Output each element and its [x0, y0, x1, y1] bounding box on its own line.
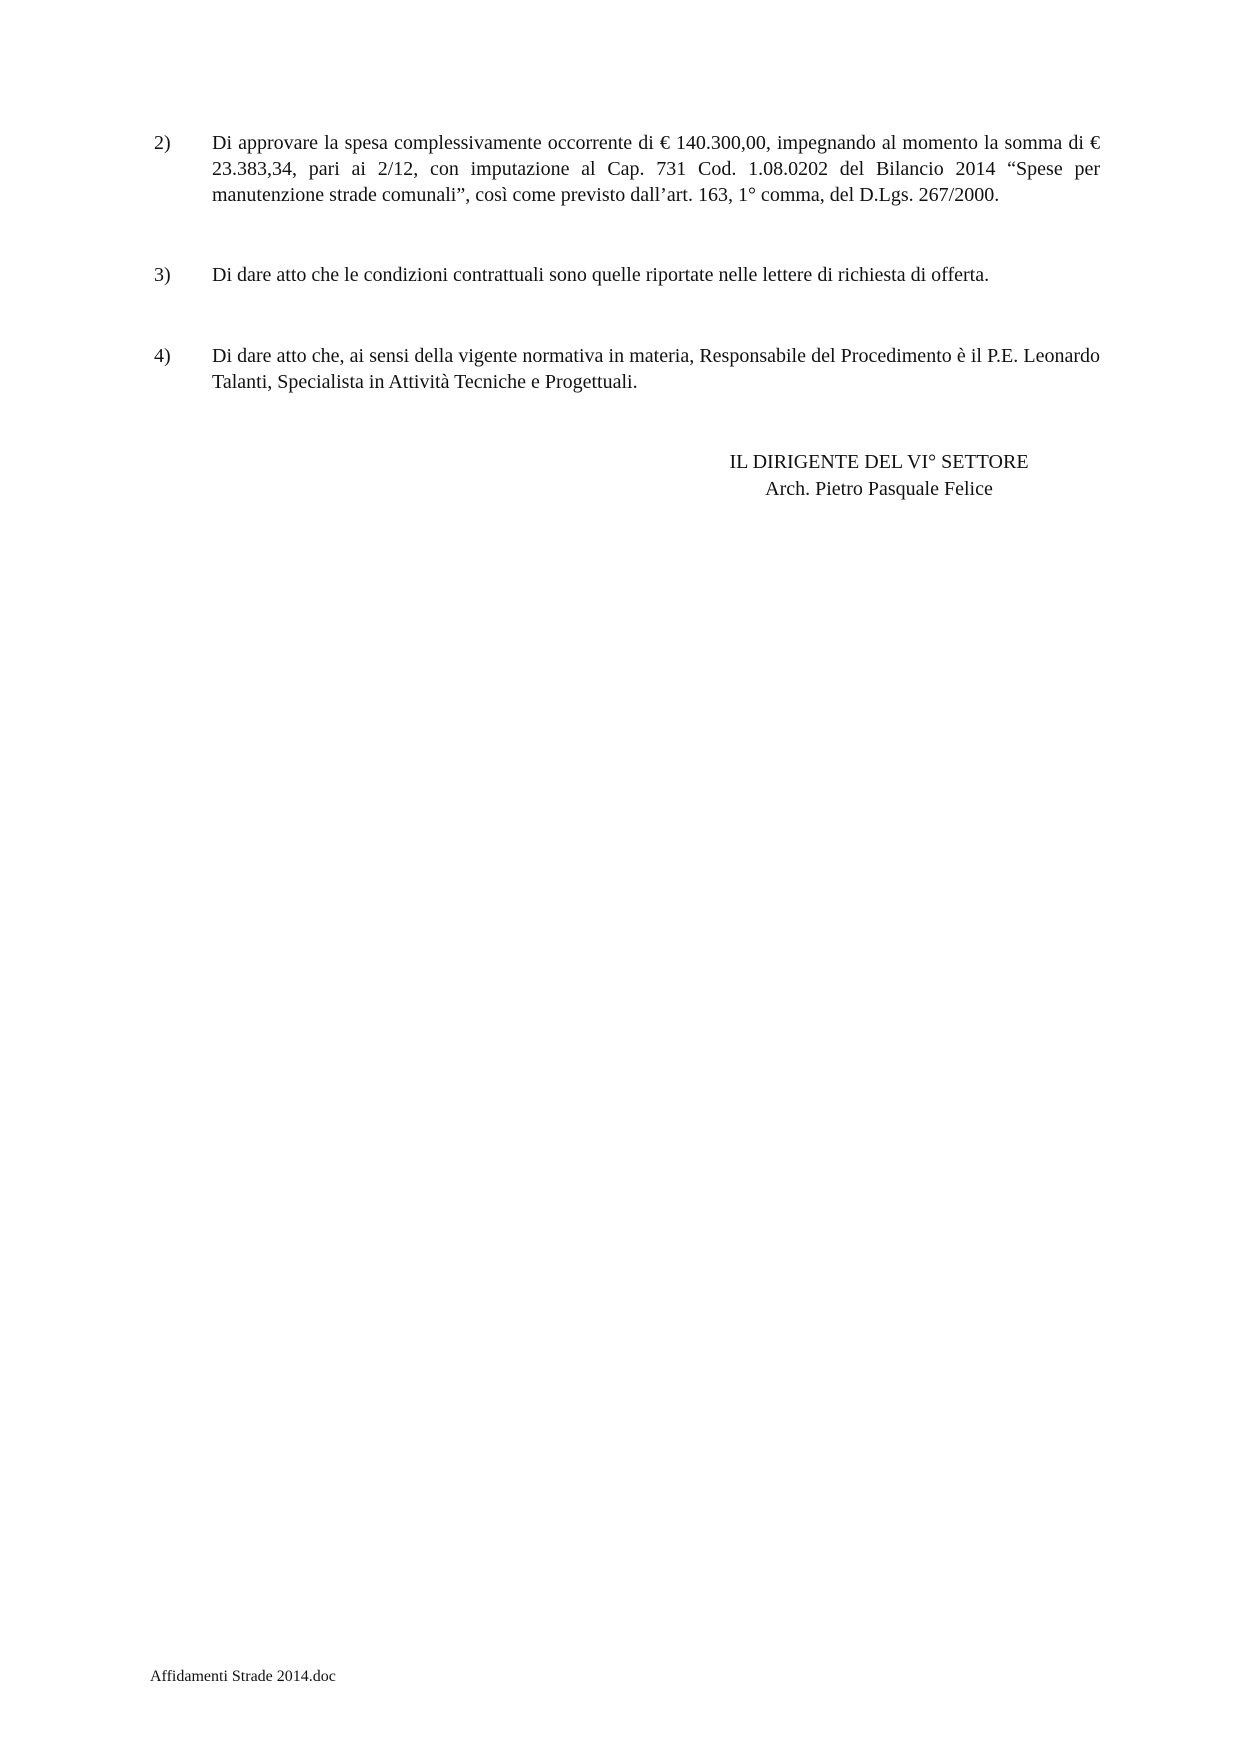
- signature-block: [640, 449, 1118, 503]
- item-number: 3): [154, 264, 171, 286]
- signature-name: Arch. Pietro Pasquale Felice: [765, 478, 993, 500]
- item-text: Di approvare la spesa complessivamente occorrente di € 140.300,00, impegnando al momento la somma di € 23.383,34, pari ai 2/12, con imputazione al Cap. 731 Cod. 1.08.0202 del Bilancio 2014 “Spese per manutenzione strade comunali”, così come previsto dall’art. 163, 1° comma, del D.Lgs. 267/2000.: [212, 132, 1100, 206]
- list-item-3: [154, 262, 1100, 288]
- list-item-4: [154, 343, 1100, 395]
- list-item-2: [154, 130, 1100, 208]
- item-text: Di dare atto che le condizioni contrattuali sono quelle riportate nelle lettere di richiesta di offerta.: [212, 264, 990, 286]
- signature-title: IL DIRIGENTE DEL VI° SETTORE: [729, 451, 1029, 473]
- item-number: 2): [154, 132, 171, 154]
- footer-filename: Affidamenti Strade 2014.doc: [150, 1668, 336, 1685]
- item-number: 4): [154, 345, 171, 367]
- item-text: Di dare atto che, ai sensi della vigente normativa in materia, Responsabile del Procedimento è il P.E. Leonardo Talanti, Specialista in Attività Tecniche e Progettuali.: [212, 345, 1100, 393]
